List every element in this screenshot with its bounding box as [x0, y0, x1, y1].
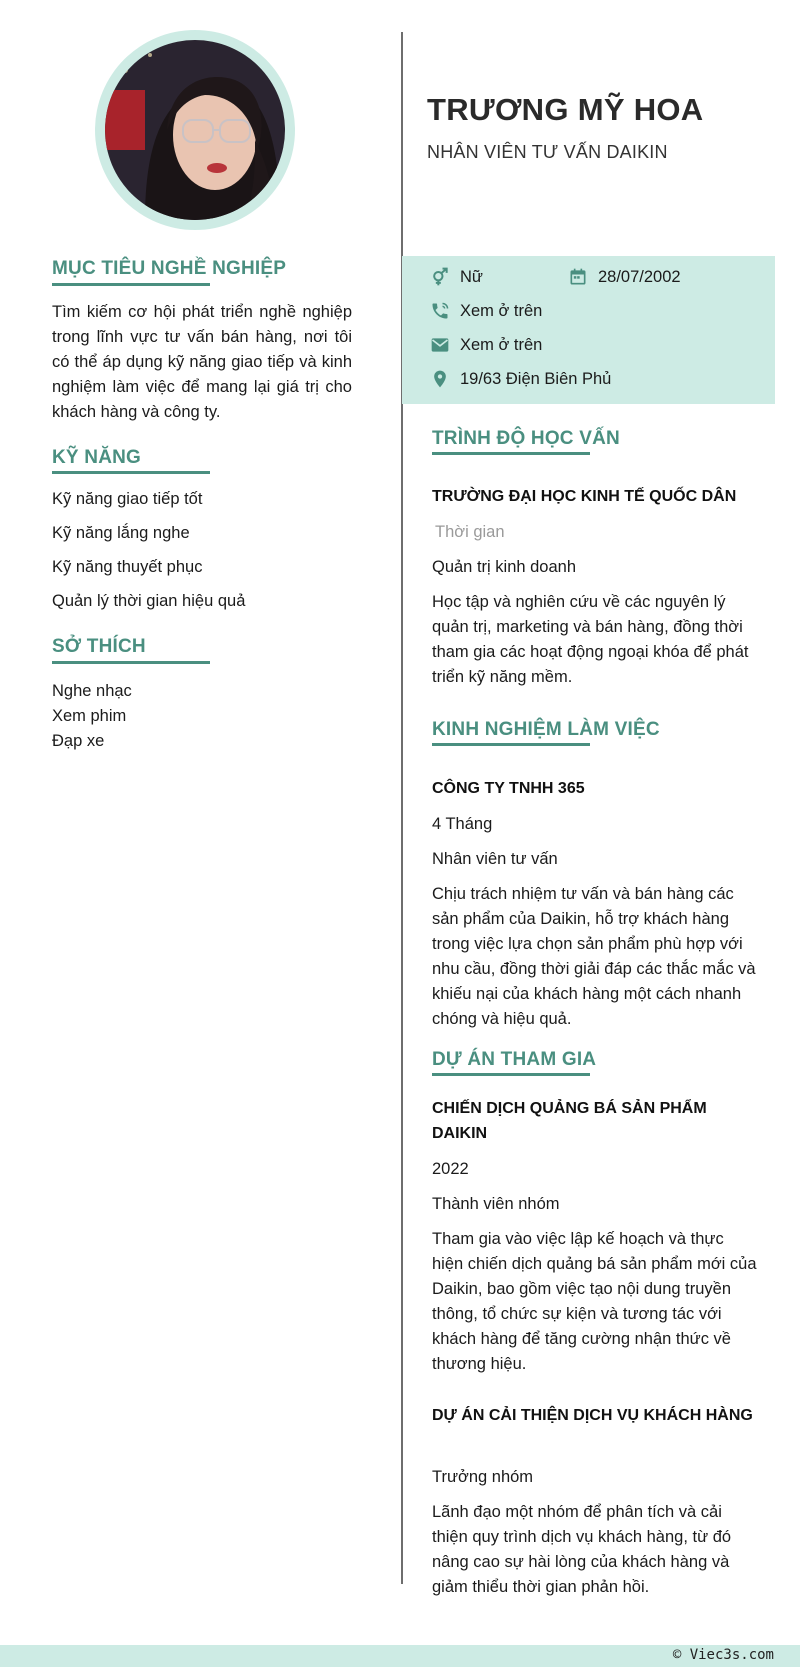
skill-item: Kỹ năng lắng nghe [52, 524, 190, 542]
email-row [430, 335, 542, 355]
objective-text: Tìm kiếm cơ hội phát triển nghề nghiệp trong lĩnh vực tư vấn bán hàng, nơi tôi có thể áp dụng kỹ năng giao tiếp và kinh nghiệm làm việc để mang lại giá trị cho khách hàng và công ty. [52, 303, 352, 421]
project-name: DỰ ÁN CẢI THIỆN DỊCH VỤ KHÁCH HÀNG [432, 1407, 753, 1424]
projects-underline [432, 1073, 590, 1076]
education-entry [432, 484, 757, 690]
hobby-item: Xem phim [52, 707, 127, 725]
experience-title: KINH NGHIỆM LÀM VIỆC [432, 719, 660, 740]
contact-box [402, 256, 775, 404]
gender-row [430, 267, 483, 287]
skills-underline [52, 471, 210, 474]
objective-underline [52, 283, 210, 286]
hobbies-underline [52, 661, 210, 664]
gender-value: Nữ [460, 267, 483, 286]
hobby-item: Nghe nhạc [52, 682, 132, 700]
project-year: 2022 [432, 1160, 469, 1178]
phone-icon [430, 301, 450, 321]
calendar-icon [568, 267, 588, 287]
project-role: Thành viên nhóm [432, 1195, 560, 1213]
education-title: TRÌNH ĐỘ HỌC VẤN [432, 428, 620, 449]
education-major: Quản trị kinh doanh [432, 558, 577, 576]
avatar-photo [105, 40, 285, 220]
project-entry [432, 1096, 757, 1377]
education-school: TRƯỜNG ĐẠI HỌC KINH TẾ QUỐC DÂN [432, 488, 737, 505]
job-title: NHÂN VIÊN TƯ VẤN DAIKIN [427, 142, 668, 162]
experience-entry [432, 776, 757, 1032]
footer-credit: © Viec3s.com [672, 1647, 774, 1663]
phone-value: Xem ở trên [460, 301, 543, 320]
education-description: Học tập và nghiên cứu về các nguyên lý quản trị, marketing và bán hàng, đồng thời tham gia các hoạt động ngoại khóa để phát triển kỹ năng mềm. [432, 593, 749, 686]
experience-description: Chịu trách nhiệm tư vấn và bán hàng các sản phẩm của Daikin, hỗ trợ khách hàng trong việc lựa chọn sản phẩm phù hợp với nhu cầu, đồng thời giải đáp các thắc mắc và khiếu nại của khách hàng một cách nhanh chóng và hiệu quả. [432, 885, 756, 1028]
email-icon [430, 335, 450, 355]
objective-title: MỤC TIÊU NGHỀ NGHIỆP [52, 258, 287, 279]
skills-list [52, 490, 352, 611]
skill-item: Kỹ năng thuyết phục [52, 558, 203, 576]
hobby-item: Đạp xe [52, 732, 105, 750]
project-description: Lãnh đạo một nhóm để phân tích và cải thiện quy trình dịch vụ khách hàng, từ đó nâng cao sự hài lòng của khách hàng và giảm thiểu thời gian phản hồi. [432, 1503, 732, 1596]
birthday-value: 28/07/2002 [598, 267, 681, 286]
projects-title: DỰ ÁN THAM GIA [432, 1049, 597, 1070]
location-icon [430, 369, 450, 389]
project-name: CHIẾN DỊCH QUẢNG BÁ SẢN PHẨM DAIKIN [432, 1100, 707, 1142]
phone-row [430, 301, 542, 321]
education-underline [432, 452, 590, 455]
gender-icon [430, 267, 450, 287]
experience-underline [432, 743, 590, 746]
candidate-name: TRƯƠNG MỸ HOA [427, 92, 704, 127]
project-role: Trưởng nhóm [432, 1468, 534, 1486]
experience-position: Nhân viên tư vấn [432, 850, 558, 868]
project-entry [432, 1403, 757, 1600]
address-row [430, 369, 611, 389]
footer [0, 1645, 800, 1667]
skill-item: Quản lý thời gian hiệu quả [52, 592, 246, 610]
email-value: Xem ở trên [460, 335, 543, 354]
hobbies-list [52, 679, 352, 754]
address-value: 19/63 Điện Biên Phủ [460, 369, 612, 388]
skill-item: Kỹ năng giao tiếp tốt [52, 490, 203, 508]
experience-company: CÔNG TY TNHH 365 [432, 780, 585, 797]
skills-title: KỸ NĂNG [52, 447, 142, 468]
experience-duration: 4 Tháng [432, 815, 493, 833]
education-time: Thời gian [435, 523, 505, 541]
project-description: Tham gia vào việc lập kế hoạch và thực hiện chiến dịch quảng bá sản phẩm mới của Daikin, bao gồm việc tạo nội dung truyền thông, tổ chức sự kiện và tương tác với khách hàng để tăng cường nhận thức về thương hiệu. [432, 1230, 757, 1373]
avatar [105, 40, 285, 220]
hobbies-title: SỞ THÍCH [52, 636, 146, 657]
birthday-row [568, 267, 681, 287]
